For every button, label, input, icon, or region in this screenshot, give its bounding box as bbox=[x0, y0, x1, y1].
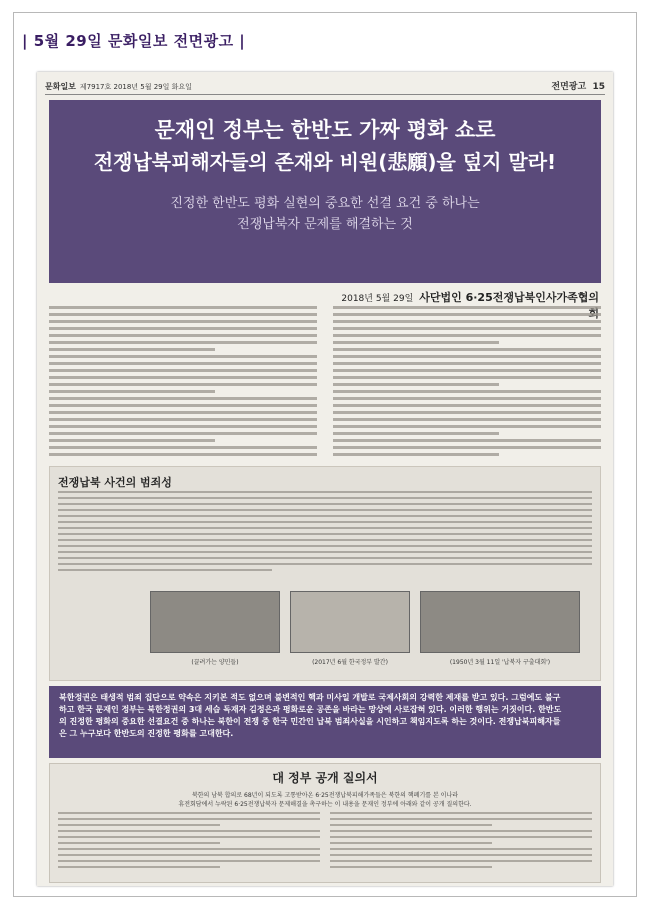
photo-row bbox=[150, 591, 580, 673]
statement-line: 은 그 누구보다 한반도의 진정한 평화를 고대한다. bbox=[59, 729, 234, 738]
photo-rally bbox=[420, 591, 580, 653]
masthead-right bbox=[551, 79, 605, 92]
photo-report-book bbox=[290, 591, 410, 653]
newspaper-logo: 문화일보 bbox=[45, 81, 76, 91]
questions-heading: 대 정부 공개 질의서 bbox=[272, 771, 378, 785]
signature-org: 사단법인 6·25전쟁납북인사가족협의 bbox=[419, 291, 599, 304]
section-text bbox=[58, 491, 592, 575]
masthead-left bbox=[45, 81, 192, 92]
statement-box bbox=[49, 686, 601, 758]
photo-caption: (끌려가는 양민들) bbox=[191, 659, 239, 666]
questions-subtitle: 휴전회담에서 누락된 6·25전쟁납북자 문제해결을 촉구하는 이 내용을 문재인 정부에 아래와 같이 공개 질의한다. bbox=[178, 801, 472, 808]
photo-caption: (2017년 6월 한국정부 발간) bbox=[312, 659, 388, 666]
questions-column-right bbox=[330, 812, 592, 872]
page-number: 15 bbox=[592, 82, 605, 92]
masthead bbox=[45, 76, 605, 95]
headline-line1: 문재인 정부는 한반도 가짜 평화 쇼로 bbox=[154, 118, 496, 142]
signature-date: 2018년 5월 29일 bbox=[341, 294, 414, 304]
issue-info: 제7917호 2018년 5월 29일 화요일 bbox=[79, 83, 192, 91]
subheadline-line1: 진정한 한반도 평화 실현의 중요한 선결 요건 중 하나는 bbox=[170, 196, 480, 211]
statement-line: 북한정권은 태생적 범죄 집단으로 약속은 지키본 적도 없으며 불변적인 핵과 미사일 개발로 국제사회의 강력한 제재를 받고 있다. 그럼에도 불구 bbox=[59, 693, 561, 702]
statement-line: 하고 한국 문재인 정부는 북한정권의 3대 세습 독재자 김정은과 평화로운 공존을 바라는 망상에 사로잡혀 있다. 이러한 행위는 거짓이다. 한반도 bbox=[59, 705, 562, 714]
open-questions-section bbox=[49, 763, 601, 883]
body-columns bbox=[49, 306, 601, 462]
page-caption: | 5월 29일 문화일보 전면광고 | bbox=[22, 32, 246, 50]
abduction-crimes-section bbox=[49, 466, 601, 681]
statement-line: 의 진정한 평화의 중요한 선결요건 중 하나는 북한이 전쟁 중 한국 민간인 납북 범죄사실을 시인하고 책임지도록 하는 것이다. 전쟁납북피해자들 bbox=[59, 717, 561, 726]
headline-line2: 전쟁납북피해자들의 존재와 비원(悲願)을 덮지 말라! bbox=[93, 150, 557, 174]
body-column-right bbox=[333, 306, 601, 462]
questions-column-left bbox=[58, 812, 320, 872]
questions-subtitle: 북한의 남북 합의로 68년이 되도록 고통받아온 6·25전쟁납북피해가족들은 북한의 핵폐기를 본 이나라 bbox=[191, 792, 459, 799]
photo-abductees bbox=[150, 591, 280, 653]
newspaper-scan bbox=[37, 72, 613, 886]
headline-banner bbox=[49, 100, 601, 283]
section-label: 전면광고 bbox=[551, 82, 587, 92]
subheadline-line2: 전쟁납북자 문제를 해결하는 것 bbox=[237, 217, 413, 232]
section-heading: 전쟁납북 사건의 범죄성 bbox=[58, 476, 172, 489]
photo-caption: (1950년 3월 11일 '납북자 구출대회') bbox=[449, 659, 551, 666]
body-column-left bbox=[49, 306, 317, 462]
